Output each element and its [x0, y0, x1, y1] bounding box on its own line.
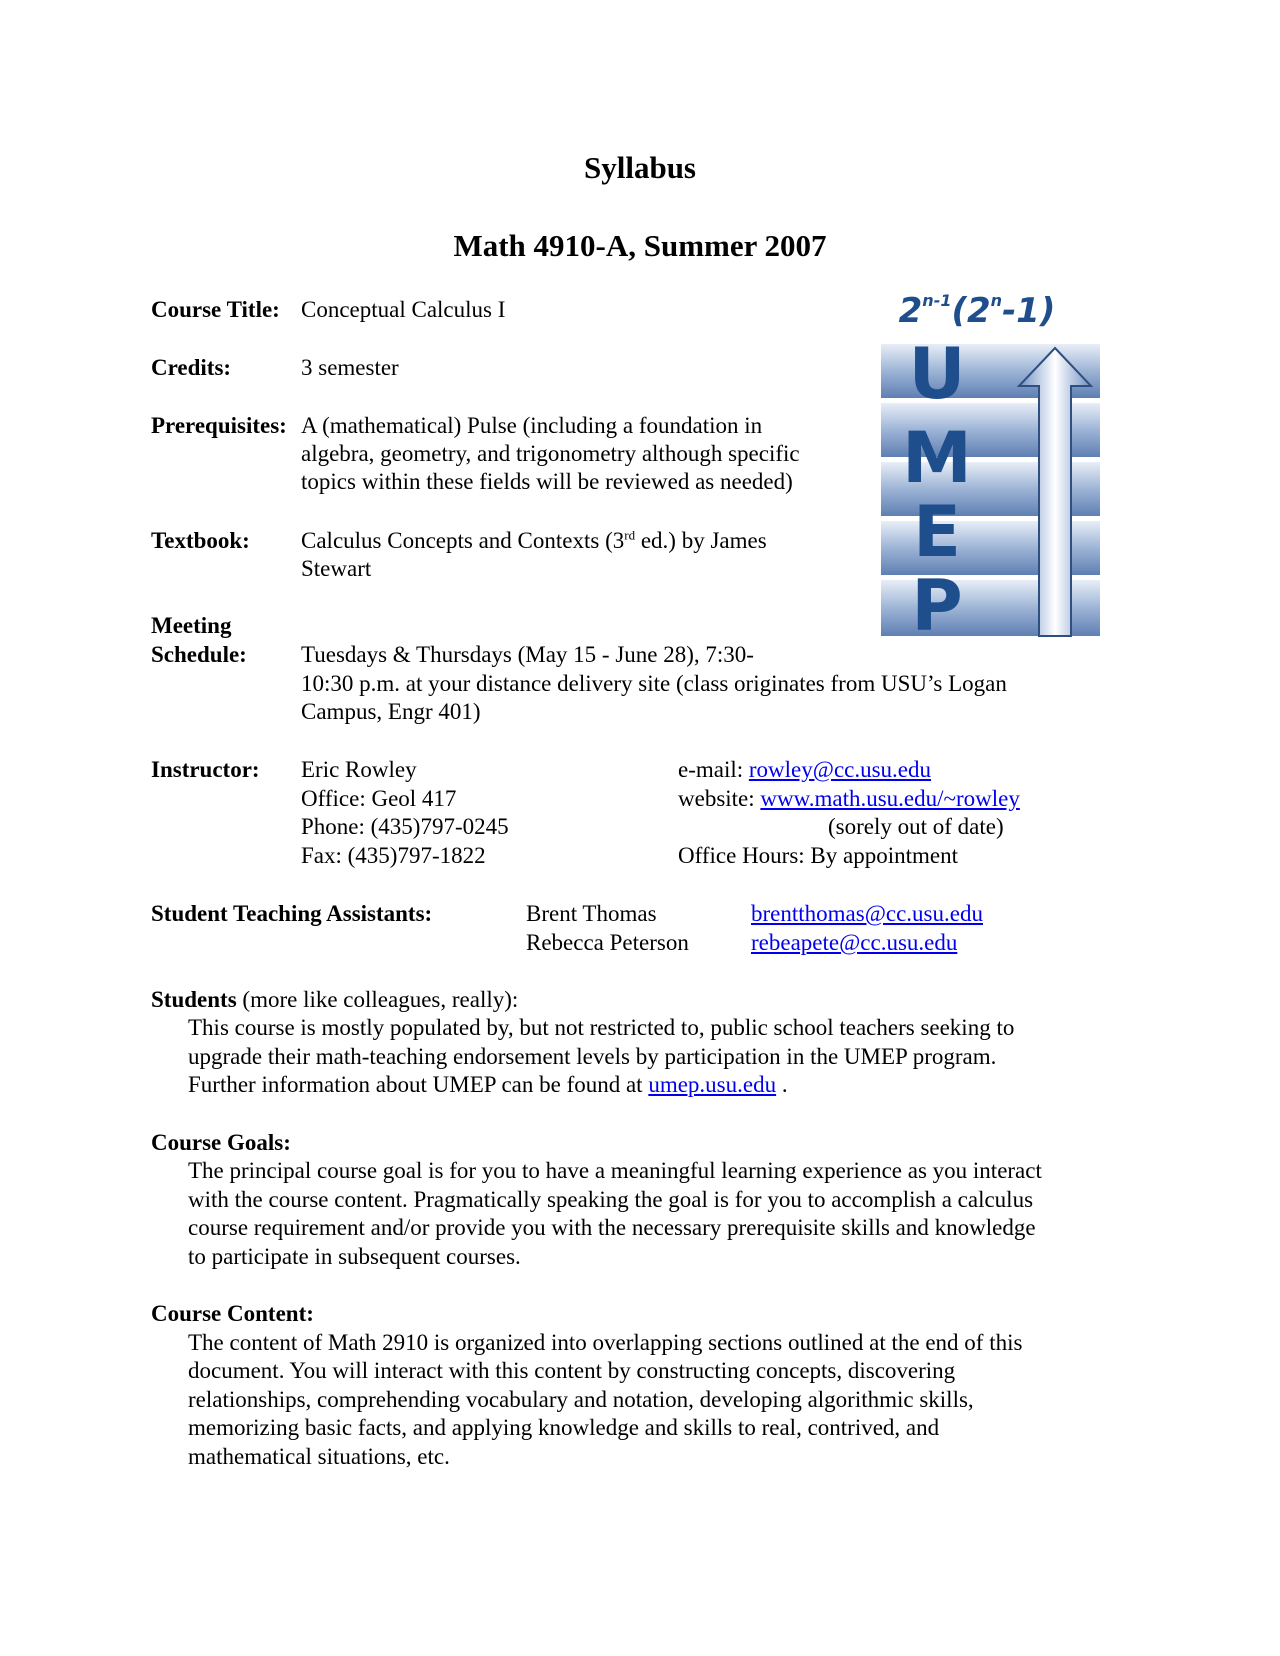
assistant-email [751, 929, 957, 957]
assistant-email [751, 900, 983, 928]
page-title: Syllabus [583, 150, 696, 185]
course-title-value: Conceptual Calculus I [301, 297, 506, 322]
instructor-website-link[interactable]: www.math.usu.edu/~rowley [760, 786, 1020, 811]
students-line: This course is mostly populated by, but not restricted to, public school teachers seeking to [188, 1015, 1015, 1040]
assistant-email-link[interactable]: brentthomas@cc.usu.edu [751, 901, 983, 926]
office-hours: Office Hours: By appointment [678, 843, 958, 868]
content-line: mathematical situations, etc. [188, 1444, 450, 1469]
svg-text:E: E [913, 491, 961, 573]
instructor-office: Office: Geol 417 [301, 786, 457, 811]
credits-value: 3 semester [301, 355, 399, 380]
content-line: document. You will interact with this content by constructing concepts, discovering [188, 1358, 956, 1383]
prerequisites-line: A (mathematical) Pulse (including a foundation in [301, 413, 763, 438]
meeting-line: Campus, Engr 401) [301, 699, 481, 724]
meeting-label: Meeting [151, 613, 232, 638]
prerequisites-label: Prerequisites: [151, 413, 287, 438]
prerequisites-line: topics within these fields will be reviewed as needed) [301, 469, 793, 494]
svg-text:2n-1(2n-1): 2$^{n-1}$(2$^n$-1) [898, 291, 1056, 331]
goals-line: with the course content. Pragmatically speaking the goal is for you to accomplish a calculus [188, 1187, 1034, 1212]
assistants-label: Student Teaching Assistants: [151, 901, 433, 926]
students-line: upgrade their math-teaching endorsement levels by participation in the UMEP program. [188, 1044, 997, 1069]
instructor-email-link[interactable]: rowley@cc.usu.edu [748, 757, 932, 782]
instructor-website: website: www.math.usu.edu/~rowley [678, 786, 1020, 811]
prerequisites-line: algebra, geometry, and trigonometry although specific [301, 441, 800, 466]
instructor-phone: Phone: (435)797-0245 [301, 814, 509, 839]
svg-text:M: M [902, 417, 972, 499]
course-title-label: Course Title: [151, 297, 280, 322]
meeting-line: Tuesdays & Thursdays (May 15 - June 28), 7:30- [301, 642, 754, 667]
instructor-email: e-mail: rowley@cc.usu.edu [678, 757, 932, 782]
meeting-line: 10:30 p.m. at your distance delivery site (class originates from USU’s Logan [301, 671, 1007, 696]
content-heading: Course Content: [151, 1301, 314, 1326]
svg-text:U: U [908, 333, 966, 415]
assistant-name: Rebecca Peterson [526, 930, 689, 955]
goals-line: course requirement and/or provide you with the necessary prerequisite skills and knowledge [188, 1215, 1036, 1240]
content-line: memorizing basic facts, and applying knowledge and skills to real, contrived, and [188, 1415, 940, 1440]
schedule-label: Schedule: [151, 642, 247, 667]
instructor-label: Instructor: [151, 757, 260, 782]
website-note: (sorely out of date) [828, 814, 1004, 839]
instructor-fax: Fax: (435)797-1822 [301, 843, 486, 868]
goals-heading: Course Goals: [151, 1130, 291, 1155]
goals-line: to participate in subsequent courses. [188, 1244, 521, 1269]
page-subtitle: Math 4910-A, Summer 2007 [453, 228, 827, 263]
credits-label: Credits: [151, 355, 232, 380]
goals-line: The principal course goal is for you to have a meaningful learning experience as you interact [188, 1158, 1042, 1183]
textbook-value: Calculus Concepts and Contexts (3rd ed.) by James [301, 527, 767, 553]
students-heading: Students (more like colleagues, really): [151, 987, 519, 1012]
textbook-label: Textbook: [151, 528, 250, 553]
assistant-email-link[interactable]: rebeapete@cc.usu.edu [751, 930, 958, 955]
content-line: The content of Math 2910 is organized into overlapping sections outlined at the end of this [188, 1330, 1023, 1355]
content-line: relationships, comprehending vocabulary and notation, developing algorithmic skills, [188, 1387, 974, 1412]
textbook-value-line2: Stewart [301, 556, 372, 581]
svg-text:P: P [911, 565, 963, 638]
instructor-name: Eric Rowley [301, 757, 417, 782]
students-line: Further information about UMEP can be found at umep.usu.edu . [188, 1072, 788, 1097]
umep-logo [869, 286, 1100, 638]
umep-logo-graphic [869, 286, 1100, 638]
umep-link[interactable]: umep.usu.edu [648, 1072, 777, 1097]
assistant-name: Brent Thomas [526, 901, 657, 926]
